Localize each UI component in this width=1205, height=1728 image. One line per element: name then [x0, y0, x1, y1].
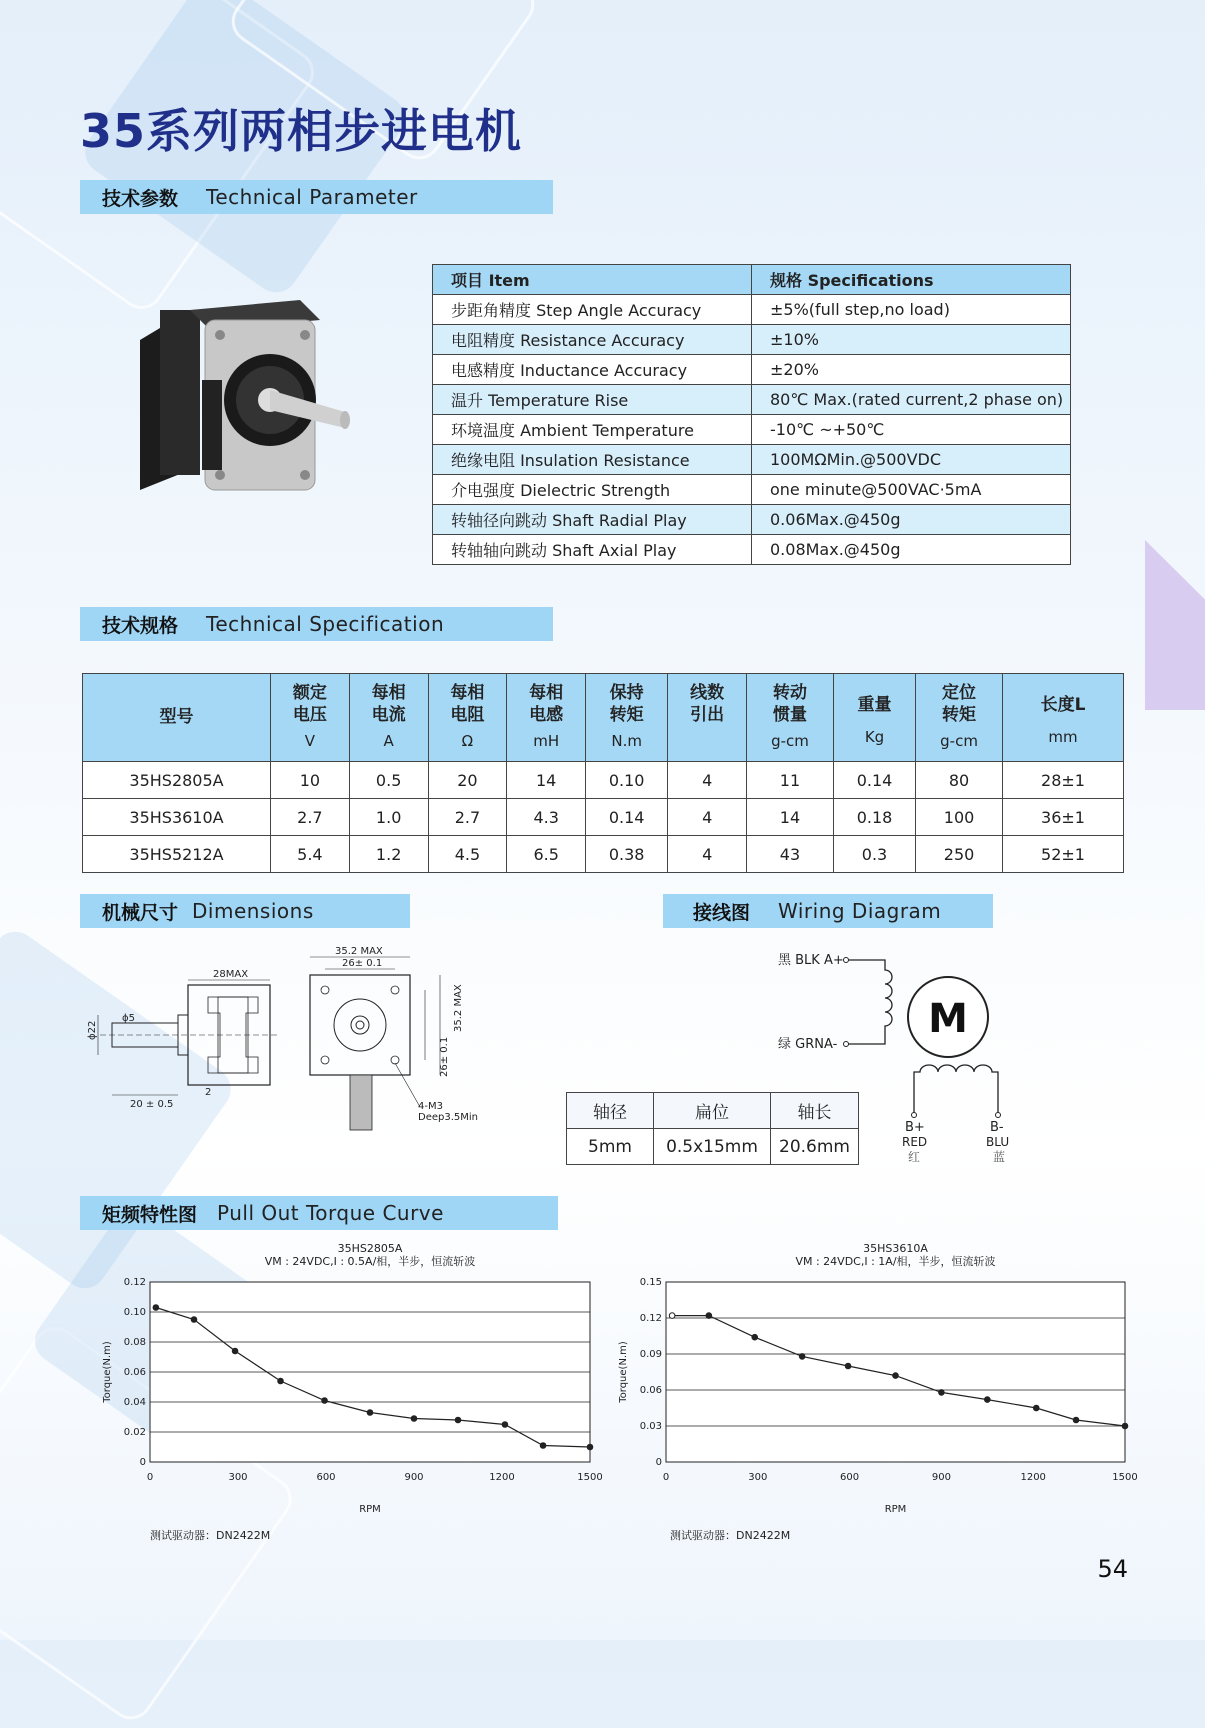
header-unit: Kg	[864, 728, 885, 746]
header-label: 电压	[292, 705, 327, 725]
table-row	[433, 415, 1071, 445]
param-value: ±20%	[752, 355, 1071, 385]
chart-driver-note: 测试驱动器：DN2422M	[150, 1529, 271, 1542]
header-unit: Ω	[461, 732, 474, 750]
data-point	[540, 1443, 546, 1449]
header-cell	[349, 674, 428, 762]
header-label: 电阻	[450, 705, 485, 725]
data-point	[845, 1363, 851, 1369]
table-row	[433, 505, 1071, 535]
section-cn: 接线图	[693, 901, 751, 924]
chart-subtitle: VM : 24VDC,I : 0.5A/相，半步，恒流斩波	[264, 1255, 476, 1268]
value-cell: 4.5	[428, 836, 507, 873]
y-tick-label: 0	[139, 1457, 146, 1468]
param-value: ±10%	[752, 325, 1071, 355]
table-row	[83, 762, 1124, 799]
value-cell: 10	[271, 762, 350, 799]
wire-b-minus-cn: 蓝	[993, 1150, 1006, 1164]
value-cell: 36±1	[1003, 799, 1124, 836]
table-row	[433, 475, 1071, 505]
header-cell	[668, 674, 747, 762]
header-cell: 轴长	[771, 1093, 859, 1129]
plot-area	[666, 1282, 1125, 1462]
header-unit: g-cm	[940, 732, 978, 750]
data-point	[985, 1397, 991, 1403]
data-point	[502, 1422, 508, 1428]
value-cell: 80	[916, 762, 1003, 799]
section-cn: 矩频特性图	[102, 1203, 198, 1226]
y-tick-label: 0.03	[639, 1421, 662, 1432]
header-label: 重量	[857, 695, 892, 715]
wire-a-plus-label: 黑 BLK A+	[778, 953, 844, 968]
header-label: 引出	[690, 705, 725, 725]
chart-subtitle: VM : 24VDC,I : 1A/相，半步，恒流斩波	[795, 1255, 996, 1268]
data-point	[278, 1378, 284, 1384]
table-row	[433, 445, 1071, 475]
header-unit: A	[383, 732, 394, 750]
wire-b-plus-color: RED	[902, 1135, 928, 1149]
y-tick-label: 0	[655, 1457, 662, 1468]
param-value: ±5%(full step,no load)	[752, 295, 1071, 325]
value-cell: 14	[747, 799, 834, 836]
header-cell: 扁位	[654, 1093, 771, 1129]
wire-a-minus-label: 绿 GRNA-	[778, 1037, 838, 1052]
param-item: 电感精度 Inductance Accuracy	[433, 355, 752, 385]
chart-title: 35HS2805A	[337, 1242, 403, 1255]
chart-title: 35HS3610A	[863, 1242, 928, 1255]
dim-width-max: 35.2 MAX	[335, 946, 383, 957]
data-point	[367, 1410, 373, 1416]
value-cell: 4	[668, 762, 747, 799]
data-point	[191, 1317, 197, 1323]
bg-deco-purple	[1145, 540, 1205, 710]
table-row	[83, 799, 1124, 836]
header-label: 转动	[772, 683, 807, 703]
value-cell: 11	[747, 762, 834, 799]
value-cell: 1.2	[349, 836, 428, 873]
data-point	[706, 1313, 712, 1319]
table-row	[433, 535, 1071, 565]
value-cell: 43	[747, 836, 834, 873]
header-cell	[1003, 674, 1124, 762]
section-en: Technical Parameter	[206, 185, 418, 209]
section-en: Wiring Diagram	[778, 899, 942, 923]
param-item: 步距角精度 Step Angle Accuracy	[433, 295, 752, 325]
page-number: 54	[1097, 1555, 1128, 1583]
header-label: 长度L	[1040, 695, 1086, 715]
header-cell	[747, 674, 834, 762]
value-cell: 4.3	[507, 799, 586, 836]
value-cell: 4	[668, 799, 747, 836]
value-cell: 100	[916, 799, 1003, 836]
param-value: 80℃ Max.(rated current,2 phase on)	[752, 385, 1071, 415]
x-tick-label: 900	[931, 1472, 951, 1483]
model-cell: 35HS2805A	[83, 762, 271, 799]
table-header-row	[433, 265, 1071, 295]
value-cell: 0.14	[586, 799, 668, 836]
value-cell: 2.7	[271, 799, 350, 836]
value-cell: 0.5x15mm	[654, 1129, 771, 1165]
chart-driver-note: 测试驱动器：DN2422M	[670, 1529, 791, 1542]
value-cell: 250	[916, 836, 1003, 873]
value-cell: 4	[668, 836, 747, 873]
x-axis-label: RPM	[359, 1504, 381, 1515]
header-label: 转矩	[609, 705, 644, 725]
value-cell: 14	[507, 762, 586, 799]
param-value: 0.06Max.@450g	[752, 505, 1071, 535]
x-tick-label: 900	[404, 1472, 424, 1483]
x-tick-label: 1200	[489, 1472, 515, 1483]
table-row	[433, 325, 1071, 355]
value-cell: 0.18	[833, 799, 915, 836]
x-tick-label: 1500	[577, 1472, 603, 1483]
value-cell: 2.7	[428, 799, 507, 836]
section-en: Dimensions	[192, 899, 314, 923]
page-title: 35系列两相步进电机	[80, 104, 523, 158]
section-header-torque	[80, 1196, 558, 1230]
table-row	[83, 836, 1124, 873]
model-cell: 35HS5212A	[83, 836, 271, 873]
data-point	[587, 1444, 593, 1450]
param-item: 绝缘电阻 Insulation Resistance	[433, 445, 752, 475]
dim-shaft-len: 20 ± 0.5	[130, 1099, 174, 1110]
header-unit: g-cm	[771, 732, 809, 750]
table-header-row	[83, 674, 1124, 762]
header-cell	[271, 674, 350, 762]
header-label: 每相	[371, 683, 406, 703]
param-value: 0.08Max.@450g	[752, 535, 1071, 565]
model-cell: 35HS3610A	[83, 799, 271, 836]
data-point	[893, 1373, 899, 1379]
param-value: one minute@500VAC·5mA	[752, 475, 1071, 505]
x-tick-label: 600	[840, 1472, 860, 1483]
y-axis-label: Torque(N.m)	[102, 1341, 113, 1403]
value-cell: 5mm	[567, 1129, 654, 1165]
header-cell	[428, 674, 507, 762]
y-tick-label: 0.06	[639, 1385, 662, 1396]
header-unit: mH	[533, 732, 560, 750]
param-value: -10℃ ~+50℃	[752, 415, 1071, 445]
x-tick-label: 600	[316, 1472, 336, 1483]
header-label: 电感	[529, 705, 564, 725]
y-tick-label: 0.06	[123, 1367, 146, 1378]
header-cell	[586, 674, 668, 762]
wire-b-minus-color: BLU	[986, 1135, 1010, 1149]
data-point	[153, 1305, 159, 1311]
x-tick-label: 300	[228, 1472, 248, 1483]
table-row	[433, 295, 1071, 325]
param-item: 环境温度 Ambient Temperature	[433, 415, 752, 445]
x-tick-label: 300	[748, 1472, 768, 1483]
section-header-spec	[80, 607, 553, 641]
parameter-table	[432, 264, 1071, 565]
x-tick-label: 1200	[1020, 1472, 1046, 1483]
data-point	[939, 1390, 945, 1396]
value-cell: 6.5	[507, 836, 586, 873]
header-label: 保持	[609, 683, 644, 703]
dim-depth: Deep3.5Min	[418, 1112, 478, 1123]
value-cell: 1.0	[349, 799, 428, 836]
value-cell: 0.3	[833, 836, 915, 873]
header-label: 定位	[942, 683, 977, 703]
header-label: 型号	[159, 707, 194, 727]
section-header-wiring	[663, 894, 993, 928]
data-point	[411, 1416, 417, 1422]
header-cell	[916, 674, 1003, 762]
wiring-diagram	[770, 945, 1030, 1175]
dim-v-max: 35.2 MAX	[453, 984, 464, 1032]
motor-photo	[120, 290, 360, 510]
data-point	[752, 1334, 758, 1340]
dim-v-pitch: 26± 0.1	[439, 1036, 450, 1077]
y-tick-label: 0.09	[639, 1349, 662, 1360]
torque-chart-35hs3610a	[620, 1240, 1140, 1540]
y-tick-label: 0.12	[639, 1313, 662, 1324]
header-label: 电流	[371, 705, 406, 725]
section-header-dimensions	[80, 894, 410, 928]
value-cell: 52±1	[1003, 836, 1124, 873]
y-tick-label: 0.15	[639, 1277, 662, 1288]
x-tick-label: 0	[662, 1472, 670, 1483]
param-item: 转轴径向跳动 Shaft Radial Play	[433, 505, 752, 535]
dim-boss-dia: ϕ22	[87, 1020, 98, 1040]
section-cn: 技术参数	[102, 187, 179, 210]
data-point	[455, 1417, 461, 1423]
motor-symbol: M	[928, 996, 968, 1042]
value-cell: 28±1	[1003, 762, 1124, 799]
y-tick-label: 0.10	[123, 1307, 146, 1318]
dim-screw: 4-M3	[418, 1101, 443, 1112]
header-label: 转矩	[942, 705, 977, 725]
value-cell: 5.4	[271, 836, 350, 873]
section-cn: 机械尺寸	[102, 901, 179, 924]
header-cell: 轴径	[567, 1093, 654, 1129]
table-row	[433, 355, 1071, 385]
y-tick-label: 0.12	[123, 1277, 146, 1288]
value-cell: 0.10	[586, 762, 668, 799]
data-point	[1122, 1423, 1128, 1429]
header-unit: mm	[1048, 728, 1078, 746]
wire-b-plus-cn: 红	[908, 1150, 921, 1164]
param-item: 电阻精度 Resistance Accuracy	[433, 325, 752, 355]
value-cell: 0.38	[586, 836, 668, 873]
table-row	[433, 385, 1071, 415]
data-point	[1033, 1405, 1039, 1411]
header-cell: 项目 Item	[433, 265, 752, 295]
param-item: 转轴轴向跳动 Shaft Axial Play	[433, 535, 752, 565]
header-cell	[507, 674, 586, 762]
header-unit: V	[304, 732, 316, 750]
header-label: 每相	[450, 683, 485, 703]
y-tick-label: 0.04	[123, 1397, 146, 1408]
data-point	[232, 1348, 238, 1354]
param-item: 介电强度 Dielectric Strength	[433, 475, 752, 505]
data-point	[1073, 1417, 1079, 1423]
header-unit: N.m	[611, 732, 642, 750]
dim-len-max: 28MAX	[213, 969, 249, 980]
dim-boss-len: 2	[205, 1087, 212, 1098]
data-point	[322, 1398, 328, 1404]
value-cell: 0.5	[349, 762, 428, 799]
section-en: Pull Out Torque Curve	[217, 1201, 444, 1225]
y-axis-label: Torque(N.m)	[618, 1341, 629, 1403]
header-cell	[833, 674, 915, 762]
specification-table	[82, 673, 1124, 873]
dimension-drawing	[80, 935, 480, 1155]
header-label: 线数	[690, 683, 725, 703]
header-cell: 规格 Specifications	[752, 265, 1071, 295]
x-axis-label: RPM	[884, 1504, 907, 1515]
value-cell: 20.6mm	[771, 1129, 859, 1165]
y-tick-label: 0.02	[123, 1427, 146, 1438]
x-tick-label: 1500	[1112, 1472, 1138, 1483]
param-item: 温升 Temperature Rise	[433, 385, 752, 415]
value-cell: 0.14	[833, 762, 915, 799]
dim-hole-pitch: 26± 0.1	[342, 958, 383, 969]
section-header-param	[80, 180, 553, 214]
header-label: 额定	[292, 683, 327, 703]
data-point	[799, 1354, 805, 1360]
wire-b-plus-label: B+	[905, 1120, 925, 1135]
data-point	[669, 1313, 675, 1319]
value-cell: 20	[428, 762, 507, 799]
header-label: 每相	[529, 683, 564, 703]
x-tick-label: 0	[146, 1472, 154, 1483]
dim-shaft-dia: ϕ5	[122, 1013, 135, 1024]
y-tick-label: 0.08	[123, 1337, 146, 1348]
param-value: 100MΩMin.@500VDC	[752, 445, 1071, 475]
torque-chart-35hs2805a	[90, 1240, 610, 1540]
header-label: 惯量	[772, 705, 807, 725]
wire-b-minus-label: B-	[990, 1120, 1004, 1135]
section-cn: 技术规格	[102, 614, 179, 637]
section-en: Technical Specification	[206, 612, 445, 636]
header-cell	[83, 674, 271, 762]
